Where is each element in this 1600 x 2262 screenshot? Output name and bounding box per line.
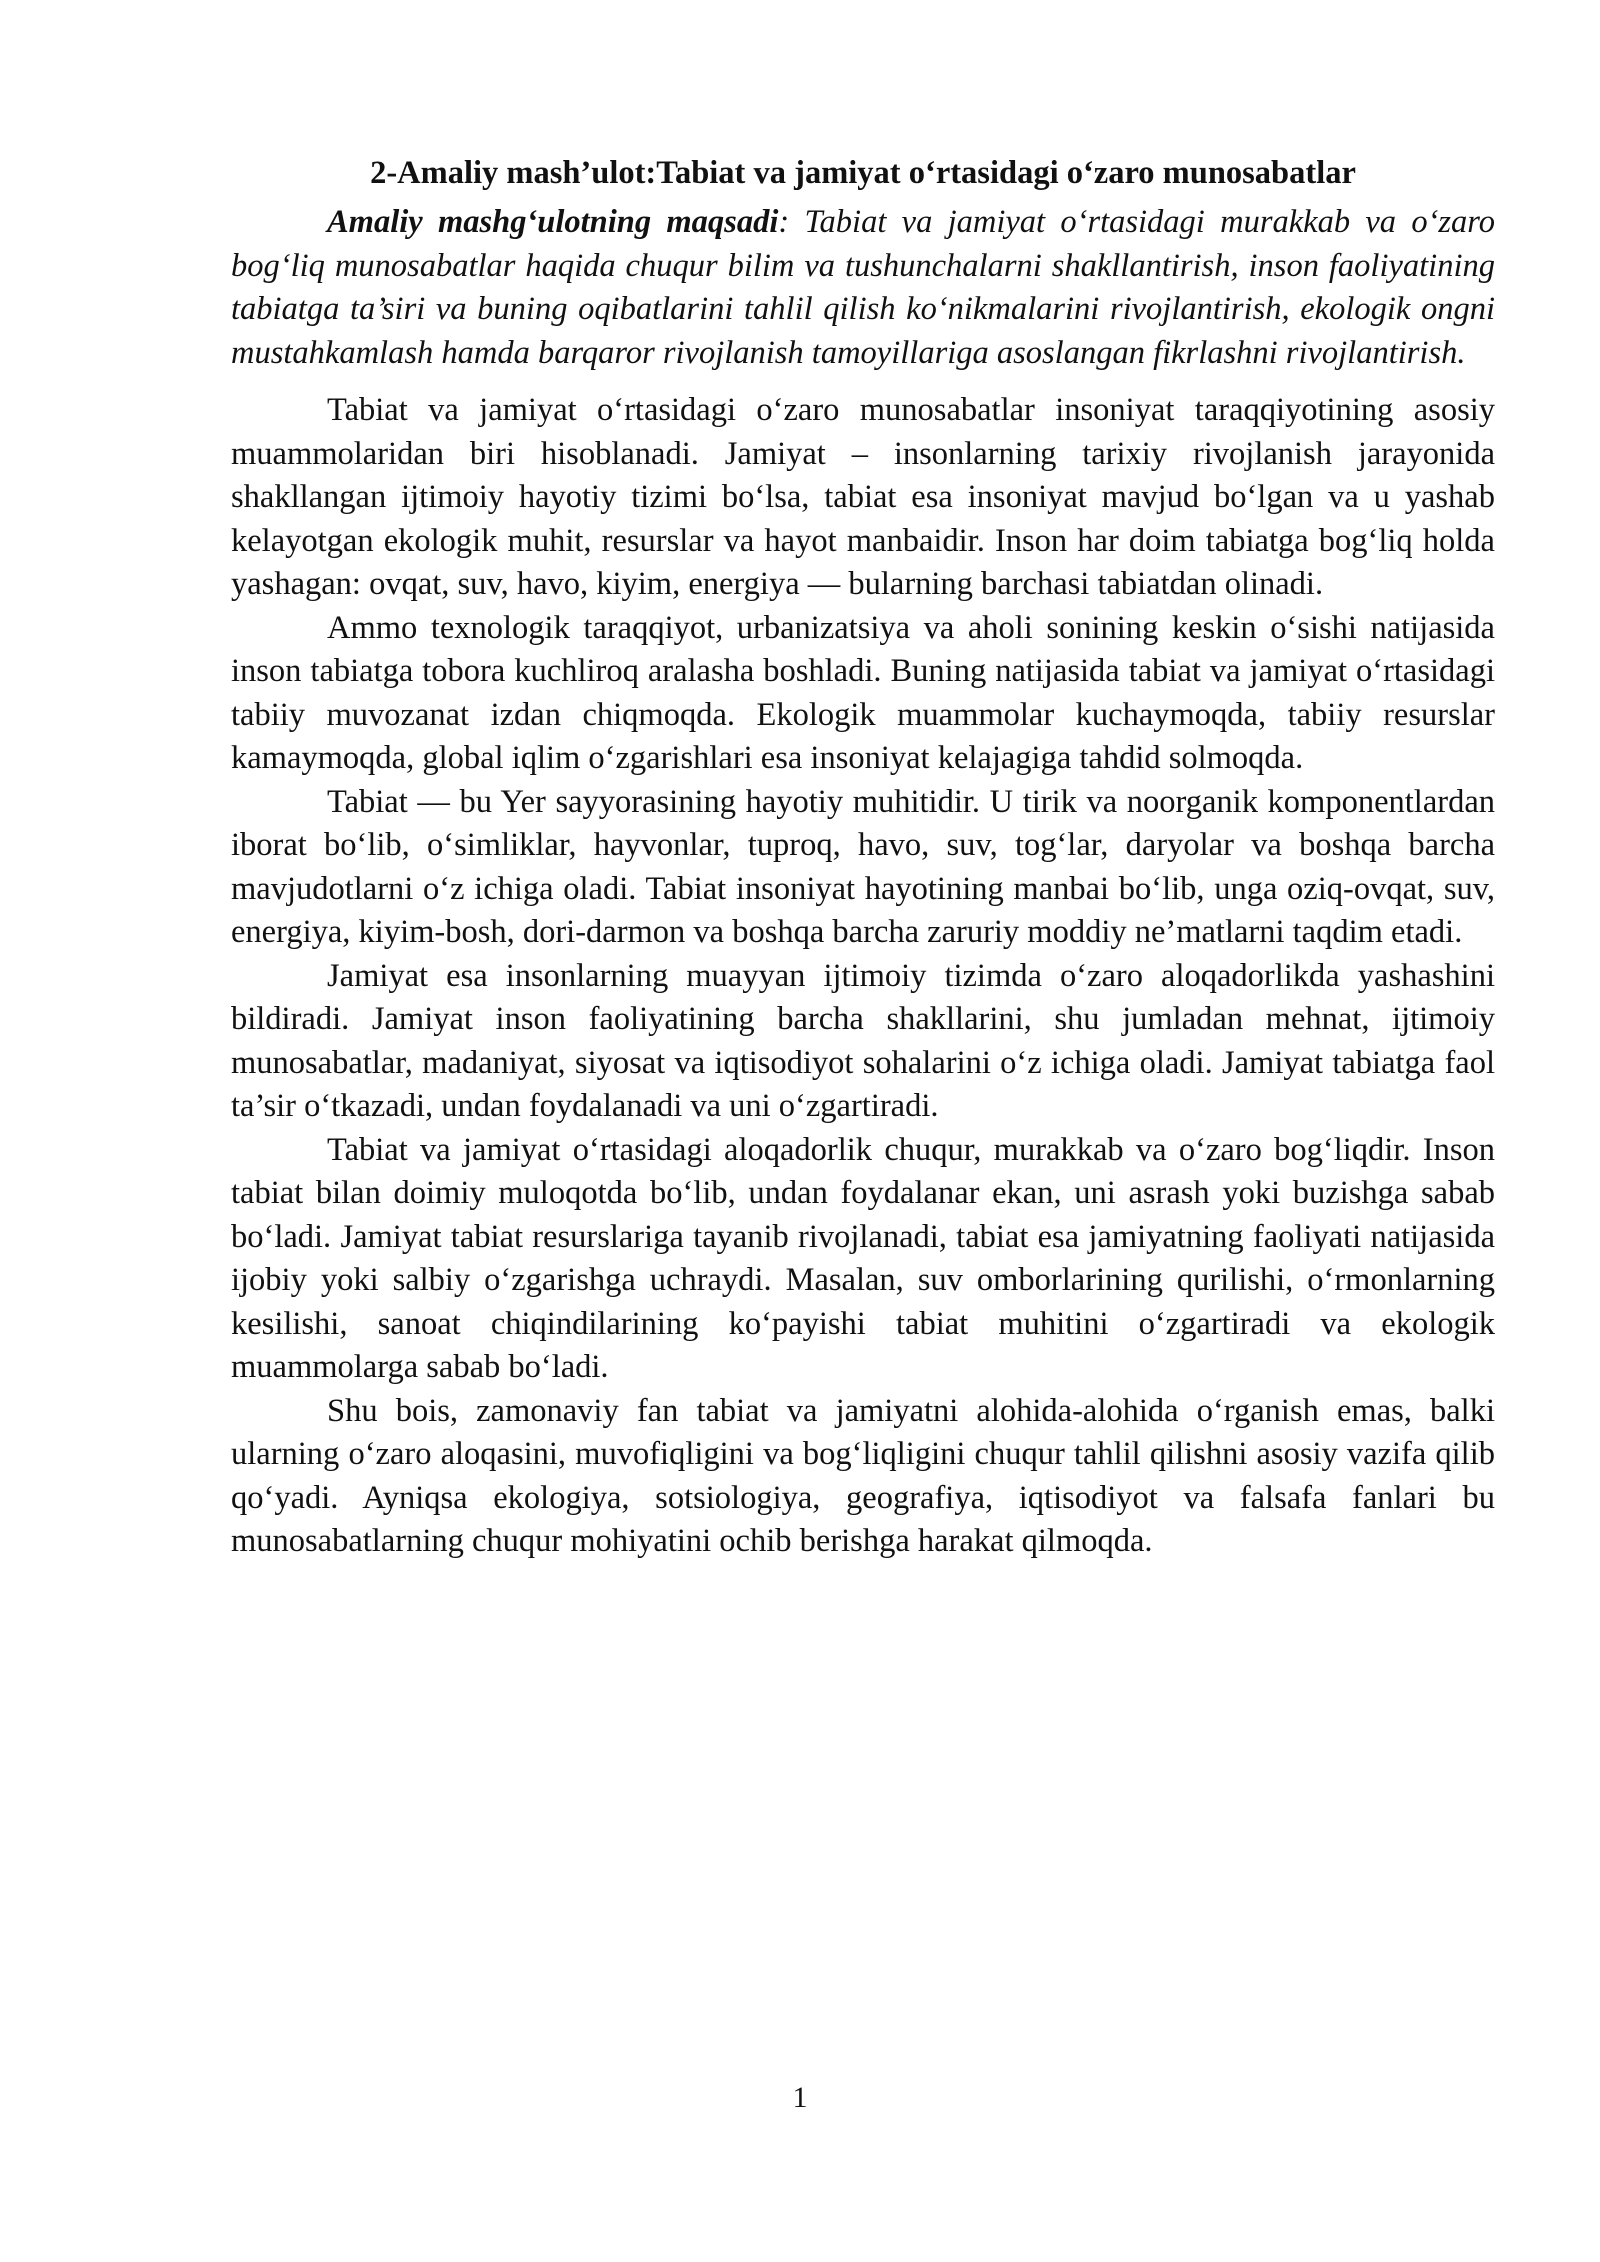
body-paragraph-6: Shu bois, zamonaviy fan tabiat va jamiyatni alohida-alohida o‘rganish emas, balki ularning o‘zaro aloqasini, muvofiqligini va bog‘liqligini chuqur tahlil qilishni asosiy vazifa qilib qo‘yadi. Ayniqsa ekologiya, sotsiologiya, geografiya, iqtisodiyot va falsafa fanlari bu munosabatlarning chuqur mohiyatini ochib berishga harakat qilmoqda. (231, 1392, 1495, 1559)
document-title: 2-Amaliy mash’ulot:Tabiat va jamiyat o‘rtasidagi o‘zaro munosabatlar (370, 155, 1356, 191)
body-paragraph-4: Jamiyat esa insonlarning muayyan ijtimoiy tizimda o‘zaro aloqadorlikda yashashini bildiradi. Jamiyat inson faoliyatining barcha shakllarini, shu jumladan mehnat, ijtimoiy munosabatlar, madaniyat, siyosat va iqtisodiyot sohalarini o‘z ichiga oladi. Jamiyat tabiatga faol ta’sir o‘tkazadi, undan foydalanadi va uni o‘zgartiradi. (231, 957, 1495, 1124)
objective-label: Amaliy mashg‘ulotning maqsadi (327, 204, 779, 240)
body-paragraph-3: Tabiat — bu Yer sayyorasining hayotiy muhitidir. U tirik va noorganik komponentlardan iborat bo‘lib, o‘simliklar, hayvonlar, tuproq, havo, suv, tog‘lar, daryolar va boshqa barcha mavjudotlarni o‘z ichiga oladi. Tabiat insoniyat hayotining manbai bo‘lib, unga oziq-ovqat, suv, energiya, kiyim-bosh, dori-darmon va boshqa barcha zaruriy moddiy ne’matlarni taqdim etadi. (231, 783, 1495, 950)
objective-text: : Tabiat va jamiyat o‘rtasidagi murakkab va o‘zaro bog‘liq munosabatlar haqida chuqur bilim va tushunchalarni shakllantirish, inson faoliyatining tabiatga ta’siri va buning oqibatlarini tahlil qilish ko‘nikmalarini rivojlantirish, ekologik ongni mustahkamlash hamda barqaror rivojlanish tamoyillariga asoslangan fikrlashni rivojlantirish. (231, 204, 1495, 371)
document-body (231, 152, 1495, 1564)
body-paragraph-2: Ammo texnologik taraqqiyot, urbanizatsiya va aholi sonining keskin o‘sishi natijasida inson tabiatga tobora kuchliroq aralasha boshladi. Buning natijasida tabiat va jamiyat o‘rtasidagi tabiiy muvozanat izdan chiqmoqda. Ekologik muammolar kuchaymoqda, tabiiy resurslar kamaymoqda, global iqlim o‘zgarishlari esa insoniyat kelajagiga tahdid solmoqda. (231, 609, 1495, 776)
page-number: 1 (792, 2081, 808, 2114)
objective-paragraph (231, 201, 1495, 375)
body-paragraph-1: Tabiat va jamiyat o‘rtasidagi o‘zaro munosabatlar insoniyat taraqqiyotining asosiy muammolaridan biri hisoblanadi. Jamiyat – insonlarning tarixiy rivojlanish jarayonida shakllangan ijtimoiy hayotiy tizimi bo‘lsa, tabiat esa insoniyat mavjud bo‘lgan va u yashab kelayotgan ekologik muhit, resurslar va hayot manbaidir. Inson har doim tabiatga bog‘liq holda yashagan: ovqat, suv, havo, kiyim, energiya — bularning barchasi tabiatdan olinadi. (231, 392, 1495, 602)
body-paragraph-5: Tabiat va jamiyat o‘rtasidagi aloqadorlik chuqur, murakkab va o‘zaro bog‘liqdir. Inson tabiat bilan doimiy muloqotda bo‘lib, undan foydalanar ekan, uni asrash yoki buzishga sabab bo‘ladi. Jamiyat tabiat resurslariga tayanib rivojlanadi, tabiat esa jamiyatning faoliyati natijasida ijobiy yoki salbiy o‘zgarishga uchraydi. Masalan, suv omborlarining qurilishi, o‘rmonlarning kesilishi, sanoat chiqindilarining ko‘payishi tabiat muhitini o‘zgartiradi va ekologik muammolarga sabab bo‘ladi. (231, 1131, 1495, 1385)
